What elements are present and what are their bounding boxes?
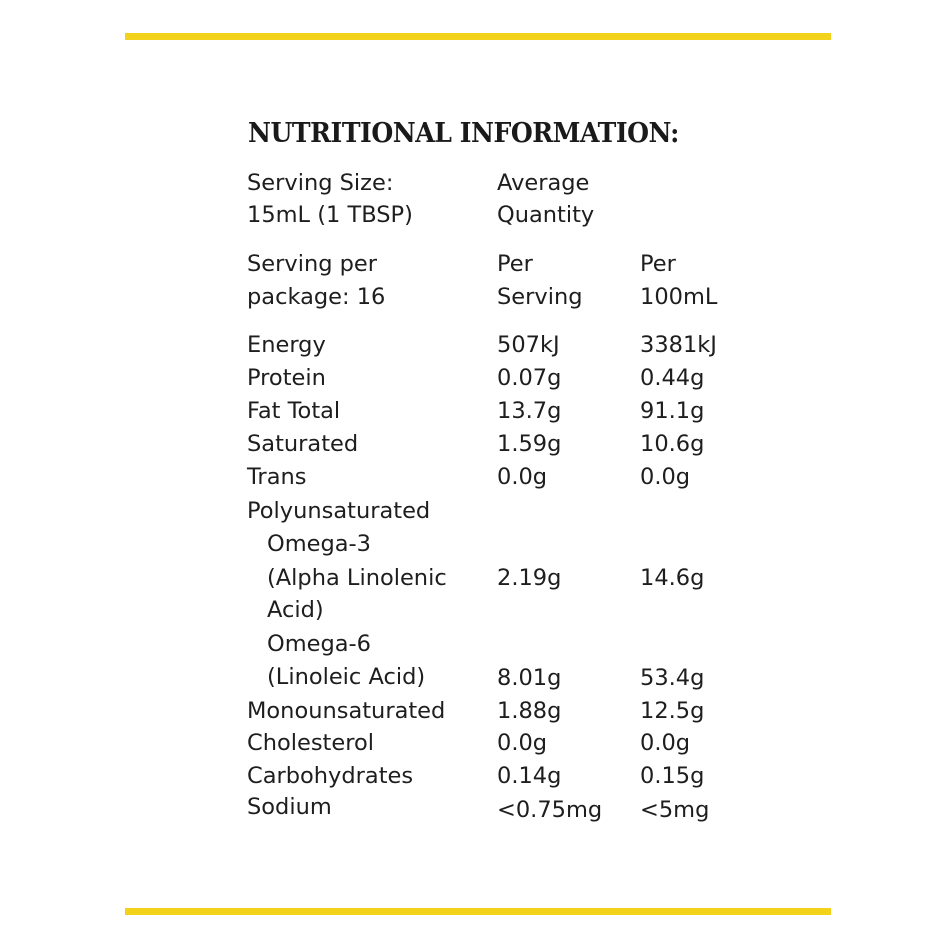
energy-per-100ml: 3381kJ bbox=[640, 332, 717, 358]
carbohydrates-per-100ml: 0.15g bbox=[640, 763, 705, 789]
cholesterol-per-serving: 0.0g bbox=[497, 730, 548, 756]
cholesterol-label: Cholesterol bbox=[247, 730, 374, 756]
omega6-per-100ml: 53.4g bbox=[640, 665, 705, 691]
fat-total-label: Fat Total bbox=[247, 398, 341, 424]
sodium-per-serving: <0.75mg bbox=[497, 797, 603, 823]
omega3-per-serving: 2.19g bbox=[497, 565, 562, 591]
per-serving-header-line1: Per bbox=[497, 251, 533, 277]
top-yellow-rule bbox=[125, 33, 831, 40]
saturated-per-serving: 1.59g bbox=[497, 431, 562, 457]
panel-title: NUTRITIONAL INFORMATION: bbox=[248, 118, 679, 149]
monounsaturated-label: Monounsaturated bbox=[247, 698, 446, 724]
omega3-label-line2: (Alpha Linolenic bbox=[267, 565, 447, 591]
sodium-label: Sodium bbox=[247, 794, 332, 820]
saturated-per-100ml: 10.6g bbox=[640, 431, 705, 457]
omega3-label-line3: Acid) bbox=[267, 597, 324, 623]
bottom-yellow-rule bbox=[125, 908, 831, 915]
omega6-label-line1: Omega-6 bbox=[267, 631, 371, 657]
cholesterol-per-100ml: 0.0g bbox=[640, 730, 691, 756]
monounsaturated-per-100ml: 12.5g bbox=[640, 698, 705, 724]
trans-per-100ml: 0.0g bbox=[640, 464, 691, 490]
per-100ml-header-line1: Per bbox=[640, 251, 676, 277]
energy-per-serving: 507kJ bbox=[497, 332, 560, 358]
per-100ml-header-line2: 100mL bbox=[640, 284, 718, 310]
serving-per-label: Serving per bbox=[247, 251, 378, 277]
saturated-label: Saturated bbox=[247, 431, 359, 457]
sodium-per-100ml: <5mg bbox=[640, 797, 710, 823]
protein-per-serving: 0.07g bbox=[497, 365, 562, 391]
omega6-per-serving: 8.01g bbox=[497, 665, 562, 691]
serving-size-label: Serving Size: bbox=[247, 170, 394, 196]
quantity-label: Quantity bbox=[497, 202, 595, 228]
omega6-label-line2: (Linoleic Acid) bbox=[267, 664, 426, 690]
fat-total-per-serving: 13.7g bbox=[497, 398, 562, 424]
energy-label: Energy bbox=[247, 332, 326, 358]
monounsaturated-per-serving: 1.88g bbox=[497, 698, 562, 724]
protein-label: Protein bbox=[247, 365, 326, 391]
serving-size-value: 15mL (1 TBSP) bbox=[247, 202, 413, 228]
omega3-per-100ml: 14.6g bbox=[640, 565, 705, 591]
trans-per-serving: 0.0g bbox=[497, 464, 548, 490]
per-serving-header-line2: Serving bbox=[497, 284, 583, 310]
package-label: package: 16 bbox=[247, 284, 386, 310]
fat-total-per-100ml: 91.1g bbox=[640, 398, 705, 424]
average-label: Average bbox=[497, 170, 590, 196]
carbohydrates-per-serving: 0.14g bbox=[497, 763, 562, 789]
carbohydrates-label: Carbohydrates bbox=[247, 763, 414, 789]
omega3-label-line1: Omega-3 bbox=[267, 531, 371, 557]
polyunsaturated-label: Polyunsaturated bbox=[247, 498, 431, 524]
trans-label: Trans bbox=[247, 464, 307, 490]
protein-per-100ml: 0.44g bbox=[640, 365, 705, 391]
